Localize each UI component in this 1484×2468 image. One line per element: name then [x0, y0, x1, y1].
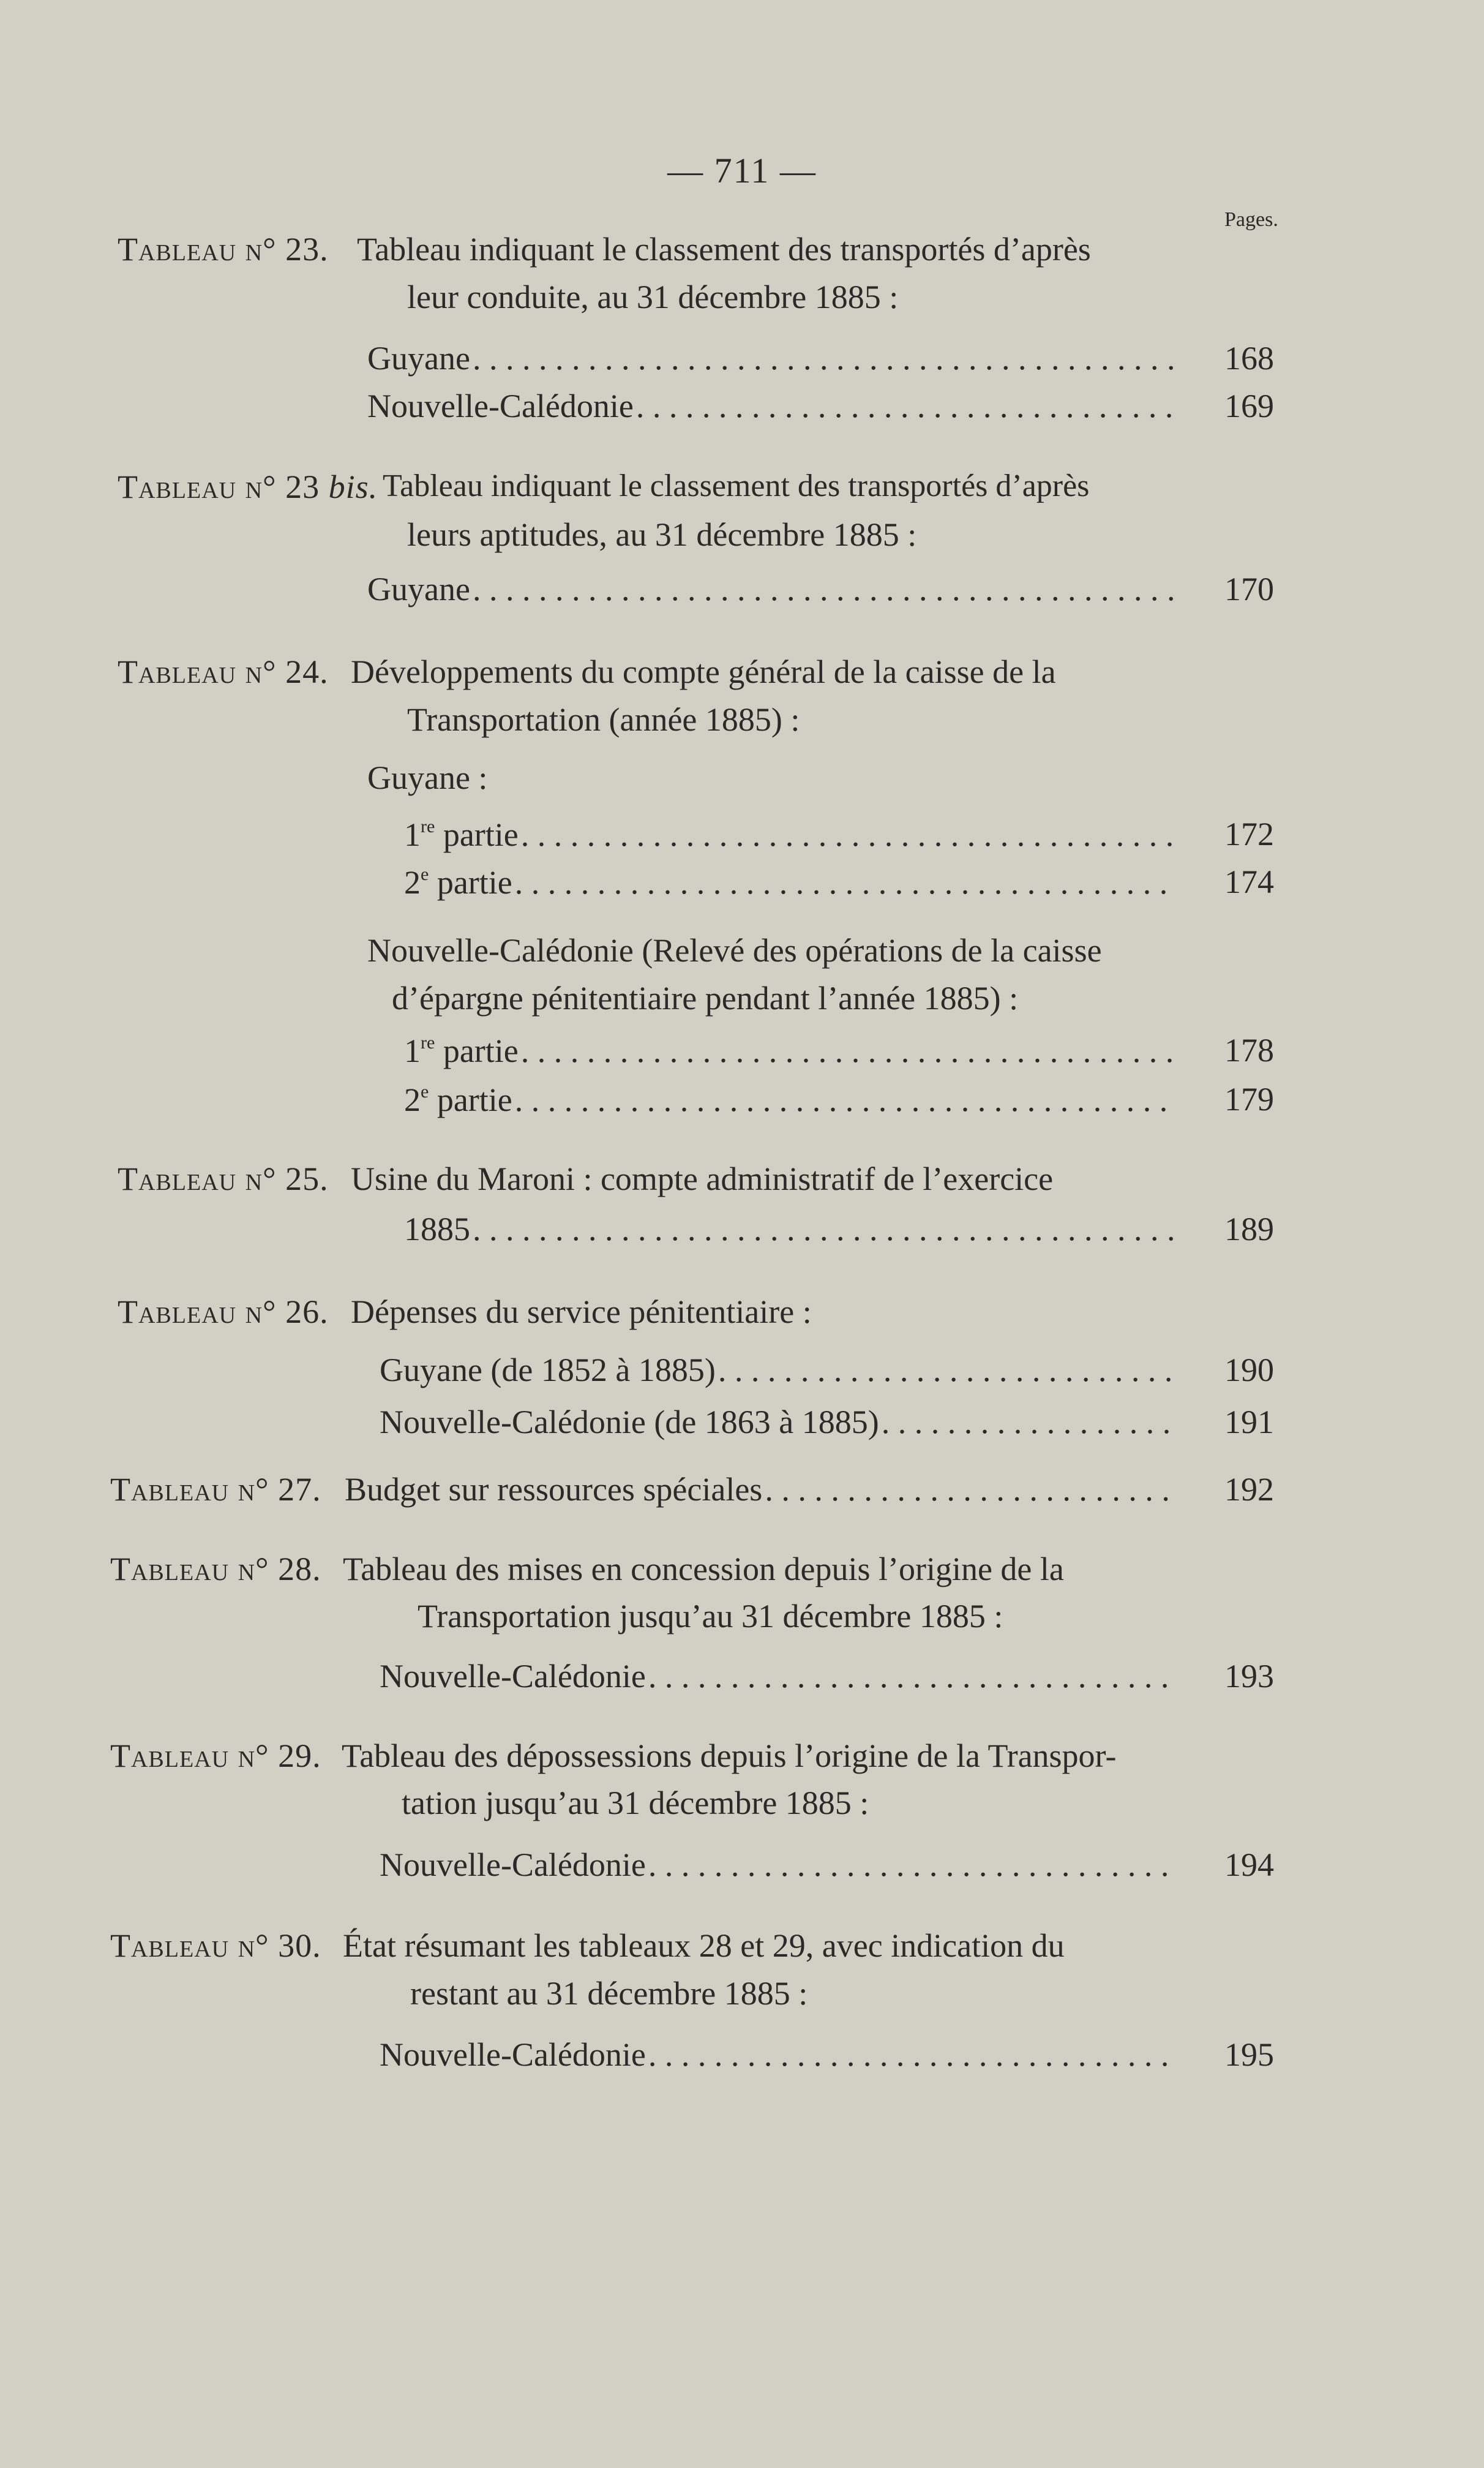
tableau-24-prefix: Tableau n° 24. — [118, 653, 329, 690]
tableau-23-title-line2: leur conduite, au 31 décembre 1885 : — [407, 279, 899, 315]
tableau-24-guyane-heading: Guyane : — [367, 759, 488, 796]
tableau-24-nc-line1: Nouvelle-Calédonie (Relevé des opérations de la caisse — [367, 932, 1102, 969]
tableau-28-prefix: Tableau n° 28. — [110, 1551, 321, 1587]
tableau-26-title-line1: Dépenses du service pénitentiaire : — [351, 1293, 812, 1330]
dot-leader — [521, 818, 1177, 851]
toc-entry — [380, 1353, 1182, 1386]
toc-entry-label: Guyane — [367, 340, 470, 377]
part-label: partie — [437, 1082, 512, 1118]
toc-entry-page: 174 — [1224, 863, 1274, 900]
toc-entry-label: Guyane — [367, 571, 470, 608]
tableau-30-prefix: Tableau n° 30. — [110, 1927, 321, 1964]
toc-entry-page: 192 — [1224, 1471, 1274, 1508]
toc-entry-page: 168 — [1224, 340, 1274, 377]
tableau-27-prefix: Tableau n° 27. — [110, 1471, 321, 1508]
part-label: partie — [437, 864, 512, 901]
tableau-24-title-line1: Développements du compte général de la caisse de la — [351, 653, 1056, 690]
dot-leader — [648, 2038, 1177, 2071]
toc-entry-page: 170 — [1224, 571, 1274, 608]
part-superscript: re — [421, 816, 435, 837]
dot-leader — [648, 1848, 1177, 1881]
tableau-23bis-title-line1: Tableau indiquant le classement des transportés d’après — [383, 468, 1090, 503]
tableau-24-title-line2: Transportation (année 1885) : — [407, 701, 800, 738]
toc-entry — [380, 2038, 1182, 2071]
dot-leader — [636, 389, 1177, 423]
tableau-29-prefix: Tableau n° 29. — [110, 1737, 321, 1774]
toc-entry — [380, 1405, 1182, 1439]
tableau-25-title-line1: Usine du Maroni : compte administratif de l’exercice — [351, 1161, 1054, 1197]
toc-entry — [380, 1660, 1182, 1693]
part-superscript: e — [421, 1082, 429, 1102]
toc-entry-page: 172 — [1224, 816, 1274, 852]
toc-entry — [404, 1083, 1182, 1116]
part-number: 1 — [404, 1033, 421, 1069]
toc-entry-label — [404, 1034, 519, 1067]
tableau-23-title-line1: Tableau indiquant le classement des transportés d’après — [357, 231, 1091, 268]
part-superscript: e — [421, 864, 429, 884]
toc-entry-label: Budget sur ressources spéciales — [345, 1471, 763, 1508]
tableau-23bis-title-line2: leurs aptitudes, au 31 décembre 1885 : — [407, 516, 917, 553]
tableau-28-title-line1: Tableau des mises en concession depuis l’origine de la — [343, 1551, 1064, 1587]
toc-entry — [345, 1473, 1182, 1506]
toc-entry-page: 179 — [1224, 1081, 1274, 1118]
tableau-26-prefix: Tableau n° 26. — [118, 1293, 329, 1330]
tableau-23bis-bis: bis. — [328, 468, 378, 505]
toc-entry — [404, 1213, 1182, 1246]
toc-entry-page: 193 — [1224, 1658, 1274, 1695]
toc-entry-label — [404, 1083, 512, 1116]
page-number: — 711 — — [667, 151, 817, 190]
toc-entry-label — [404, 818, 519, 851]
dot-leader — [473, 573, 1177, 606]
pages-column-label: Pages. — [1224, 208, 1278, 231]
tableau-24-nc-line2: d’épargne pénitentiaire pendant l’année 1885) : — [392, 980, 1019, 1017]
tableau-29-title-line1: Tableau des dépossessions depuis l’origine de la Transpor- — [342, 1737, 1117, 1774]
toc-entry-page: 194 — [1224, 1846, 1274, 1883]
dot-leader — [521, 1034, 1177, 1067]
toc-entry-label: Nouvelle-Calédonie — [380, 1846, 646, 1883]
dot-leader — [515, 866, 1177, 899]
tableau-30-title-line2: restant au 31 décembre 1885 : — [410, 1975, 808, 2012]
toc-entry-label: 1885 — [404, 1211, 470, 1247]
dot-leader — [765, 1473, 1177, 1506]
tableau-30-title-line1: État résumant les tableaux 28 et 29, avec indication du — [343, 1927, 1065, 1964]
part-number: 2 — [404, 864, 421, 901]
dot-leader — [473, 342, 1177, 375]
tableau-25-prefix: Tableau n° 25. — [118, 1161, 329, 1197]
toc-entry — [404, 865, 1182, 899]
dot-leader — [882, 1405, 1177, 1439]
toc-entry — [367, 389, 1182, 423]
toc-entry — [367, 573, 1182, 606]
tableau-23bis-prefix — [118, 470, 378, 503]
toc-entry-page: 178 — [1224, 1032, 1274, 1069]
tableau-29-title-line2: tation jusqu’au 31 décembre 1885 : — [402, 1785, 869, 1821]
tableau-23-prefix: Tableau n° 23. — [118, 231, 329, 268]
part-number: 1 — [404, 816, 421, 853]
part-label: partie — [443, 1033, 519, 1069]
toc-entry-label: Nouvelle-Calédonie (de 1863 à 1885) — [380, 1404, 879, 1440]
toc-entry-label: Nouvelle-Calédonie — [380, 1658, 646, 1695]
toc-entry-page: 195 — [1224, 2036, 1274, 2073]
part-label: partie — [443, 816, 519, 853]
dot-leader — [515, 1083, 1177, 1116]
toc-entry-label: Nouvelle-Calédonie — [380, 2036, 646, 2073]
dot-leader — [648, 1660, 1177, 1693]
dot-leader — [473, 1213, 1177, 1246]
tableau-23bis-prefix-text: Tableau n° 23 — [118, 468, 320, 505]
toc-entry — [367, 342, 1182, 375]
toc-entry-label: Guyane (de 1852 à 1885) — [380, 1352, 716, 1388]
toc-entry-label: Nouvelle-Calédonie — [367, 388, 634, 424]
part-superscript: re — [421, 1033, 435, 1053]
part-number: 2 — [404, 1082, 421, 1118]
toc-entry-page: 189 — [1224, 1211, 1274, 1247]
toc-entry-page: 190 — [1224, 1352, 1274, 1388]
toc-entry-page: 169 — [1224, 388, 1274, 424]
toc-entry — [404, 1034, 1182, 1067]
toc-entry — [380, 1848, 1182, 1881]
toc-entry — [404, 818, 1182, 851]
toc-entry-label — [404, 865, 512, 899]
dot-leader — [718, 1353, 1177, 1386]
toc-entry-page: 191 — [1224, 1404, 1274, 1440]
tableau-28-title-line2: Transportation jusqu’au 31 décembre 1885 : — [418, 1598, 1003, 1635]
